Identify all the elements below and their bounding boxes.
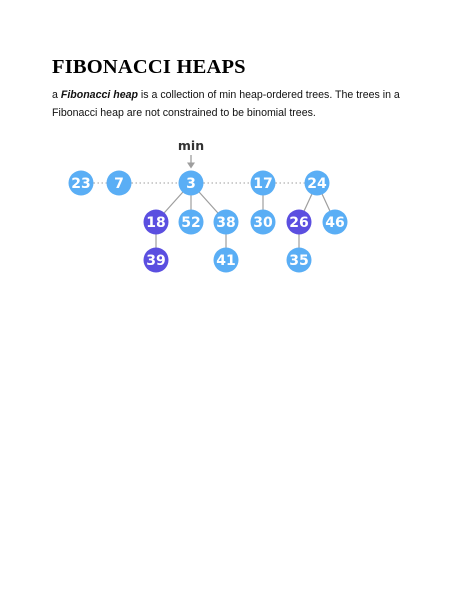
heap-node-label: 24 (307, 176, 327, 192)
heap-node (287, 248, 312, 273)
heap-nodes (69, 171, 348, 273)
heap-node-label: 18 (146, 215, 166, 231)
heap-node-label: 52 (181, 215, 201, 231)
heap-node-label: 26 (289, 215, 309, 231)
min-label: min (177, 138, 205, 153)
heap-node (179, 171, 204, 196)
heap-node (305, 171, 330, 196)
heap-node (251, 210, 276, 235)
heap-node-label: 7 (114, 176, 124, 192)
heap-node-label: 46 (325, 215, 345, 231)
heap-node-label: 39 (146, 253, 166, 269)
heap-node (214, 210, 239, 235)
heap-node (179, 210, 204, 235)
heap-node (323, 210, 348, 235)
fibonacci-heap-diagram (0, 130, 474, 280)
heap-node (69, 171, 94, 196)
heap-node (144, 210, 169, 235)
heap-node-label: 23 (71, 176, 91, 192)
paragraph-prefix: a (52, 89, 61, 101)
heap-node-label: 17 (253, 176, 273, 192)
heap-node (107, 171, 132, 196)
heap-node-label: 35 (289, 253, 309, 269)
heap-node-label: 3 (186, 176, 196, 192)
fibonacci-heap-term: Fibonacci heap (60, 89, 138, 101)
heap-node (287, 210, 312, 235)
paragraph-body: is a collection of min heap-ordered trees. The trees in a Fibonacci heap are not constrained to be binomial trees. (52, 89, 400, 119)
heap-node (251, 171, 276, 196)
heap-node-label: 30 (253, 215, 273, 231)
heap-node (144, 248, 169, 273)
page-title: FIBONACCI HEAPS (52, 56, 246, 78)
heap-node (214, 248, 239, 273)
min-pointer-arrow (187, 155, 195, 169)
heap-node-label: 38 (216, 215, 236, 231)
min-arrow-head (187, 163, 195, 169)
intro-paragraph (52, 87, 432, 122)
heap-node-label: 41 (216, 253, 236, 269)
